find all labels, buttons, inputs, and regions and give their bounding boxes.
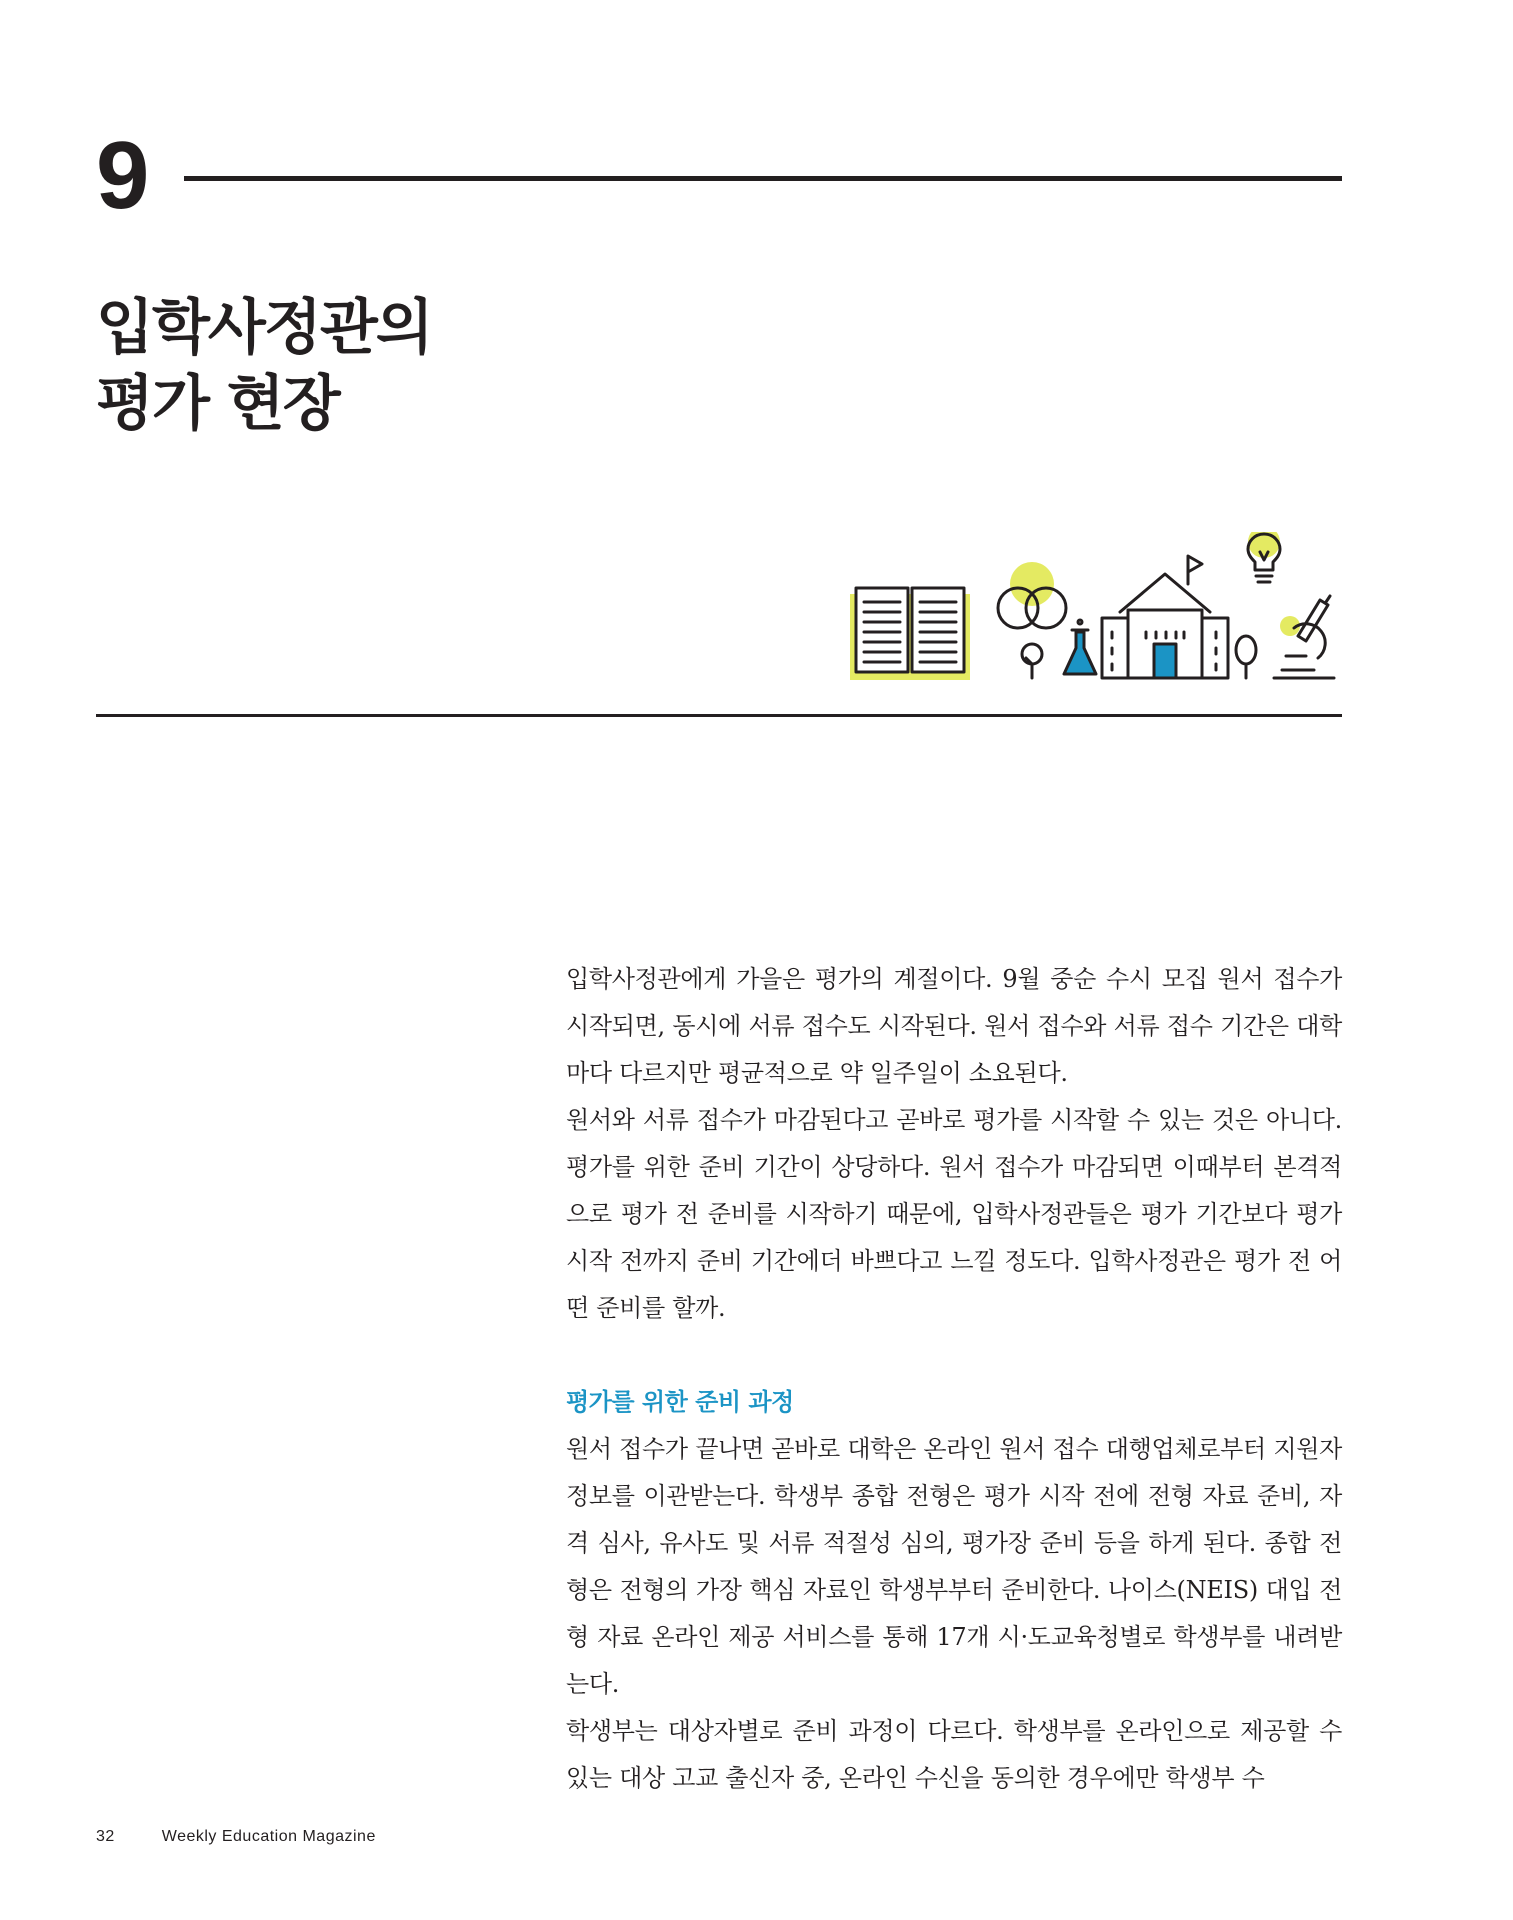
article-body — [566, 956, 1342, 1802]
venn-circles-icon — [998, 562, 1066, 628]
section-paragraph-1: 원서 접수가 끝나면 곧바로 대학은 온라인 원서 접수 대행업체로부터 지원자 정보를 이관받는다. 학생부 종합 전형은 평가 시작 전에 전형 자료 준비, 자격 심사, 유사도 및 서류 적절성 심의, 평가장 준비 등을 하게 된다. 종합 전형은 전형의 가장 핵심 자료인 학생부부터 준비한다. 나이스(NEIS) 대입 전형 자료 온라인 제공 서비스를 통해 17개 시·도교육청별로 학생부를 내려받는다. — [566, 1435, 1342, 1698]
paragraph-spacer — [566, 1332, 1342, 1379]
school-building-icon — [1102, 556, 1228, 678]
section-paragraph-2: 학생부는 대상자별로 준비 과정이 다르다. 학생부를 온라인으로 제공할 수 있는 대상 고교 출신자 중, 온라인 수신을 동의한 경우에만 학생부 수 — [566, 1717, 1342, 1792]
page-footer — [96, 1828, 376, 1846]
education-illustration — [850, 532, 1350, 692]
lightbulb-icon — [1248, 532, 1280, 582]
title-line-1: 입학사정관의 — [96, 293, 432, 363]
section-heading: 평가를 위한 준비 과정 — [566, 1388, 794, 1416]
tree-icon — [1022, 644, 1042, 678]
microscope-icon — [1274, 596, 1334, 678]
open-book-icon — [850, 588, 970, 680]
intro-paragraph-2: 원서와 서류 접수가 마감된다고 곧바로 평가를 시작할 수 있는 것은 아니다. 평가를 위한 준비 기간이 상당하다. 원서 접수가 마감되면 이때부터 본격적으로 평가 전 준비를 시작하기 때문에, 입학사정관들은 평가 기간보다 평가 시작 전까지 준비 기간에더 바쁘다고 느낄 정도다. 입학사정관은 평가 전 어떤 준비를 할까. — [566, 1106, 1342, 1322]
page-number: 32 — [96, 1828, 115, 1845]
tree-icon — [1236, 636, 1256, 678]
publication-name: Weekly Education Magazine — [161, 1828, 376, 1845]
intro-paragraph-1: 입학사정관에게 가을은 평가의 계절이다. 9월 중순 수시 모집 원서 접수가 시작되면, 동시에 서류 접수도 시작된다. 원서 접수와 서류 접수 기간은 대학마다 다르지만 평균적으로 약 일주일이 소요된다. — [566, 965, 1342, 1087]
section-divider — [96, 714, 1342, 717]
page-title — [96, 290, 432, 442]
flask-icon — [1064, 620, 1096, 674]
chapter-number: 9 — [96, 122, 150, 229]
header-rule — [184, 176, 1342, 181]
title-line-2: 평가 현장 — [96, 369, 339, 439]
